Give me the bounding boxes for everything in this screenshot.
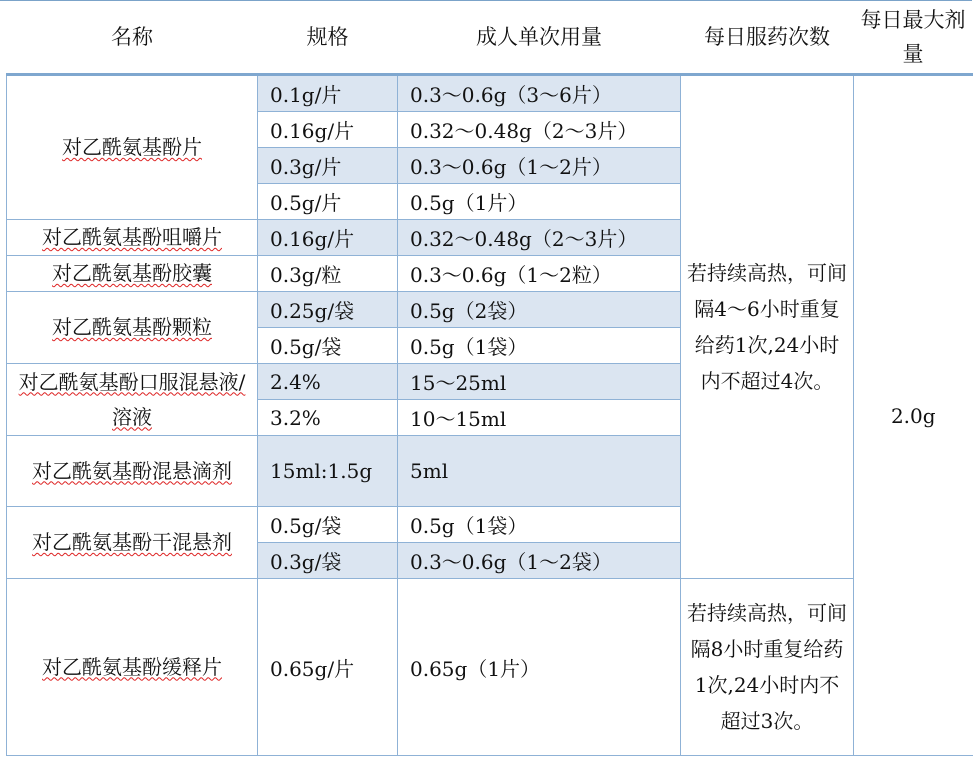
spec-cell: 0.16g/片 (258, 112, 398, 148)
dose-cell: 15～25ml (398, 364, 681, 400)
spec-cell: 0.5g/袋 (258, 507, 398, 543)
dose-cell: 0.32～0.48g（2～3片） (398, 220, 681, 256)
dose-cell: 0.5g（1袋） (398, 507, 681, 543)
table-row (7, 579, 973, 756)
spec-cell: 0.3g/粒 (258, 256, 398, 292)
product-name-capsule: 对乙酰氨基酚胶囊 (7, 256, 258, 292)
header-max: 每日最大剂量 (854, 0, 973, 75)
header-name: 名称 (7, 0, 258, 75)
dose-cell: 0.65g（1片） (398, 579, 681, 756)
header-dose: 成人单次用量 (398, 0, 681, 75)
spec-cell: 2.4% (258, 364, 398, 400)
spec-cell: 0.5g/片 (258, 184, 398, 220)
product-name-granule: 对乙酰氨基酚颗粒 (7, 292, 258, 364)
product-name-dry-suspension: 对乙酰氨基酚干混悬剂 (7, 507, 258, 579)
product-name-chewable: 对乙酰氨基酚咀嚼片 (7, 220, 258, 256)
dose-cell: 0.32～0.48g（2～3片） (398, 112, 681, 148)
spec-cell: 0.25g/袋 (258, 292, 398, 328)
dosage-table (6, 0, 973, 756)
dose-cell: 10～15ml (398, 400, 681, 436)
product-name-sr-tablet: 对乙酰氨基酚缓释片 (7, 579, 258, 756)
dose-cell: 5ml (398, 436, 681, 507)
product-name-tablet: 对乙酰氨基酚片 (7, 75, 258, 220)
spec-cell: 0.5g/袋 (258, 328, 398, 364)
frequency-cell-regular: 若持续高热，可间隔4～6小时重复给药1次,24小时内不超过4次。 (681, 75, 854, 579)
dose-cell: 0.5g（1袋） (398, 328, 681, 364)
dose-cell: 0.5g（2袋） (398, 292, 681, 328)
product-name-drops: 对乙酰氨基酚混悬滴剂 (7, 436, 258, 507)
spec-cell: 0.65g/片 (258, 579, 398, 756)
header-freq: 每日服药次数 (681, 0, 854, 75)
frequency-cell-sr: 若持续高热，可间隔8小时重复给药1次,24小时内不超过3次。 (681, 579, 854, 756)
spec-cell: 0.3g/片 (258, 148, 398, 184)
dose-cell: 0.3～0.6g（1～2片） (398, 148, 681, 184)
dose-cell: 0.5g（1片） (398, 184, 681, 220)
spec-cell: 0.16g/片 (258, 220, 398, 256)
header-spec: 规格 (258, 0, 398, 75)
dose-cell: 0.3～0.6g（1～2袋） (398, 543, 681, 579)
spec-cell: 3.2% (258, 400, 398, 436)
dose-cell: 0.3～0.6g（3～6片） (398, 75, 681, 112)
product-name-oral-suspension: 对乙酰氨基酚口服混悬液/溶液 (7, 364, 258, 436)
spec-cell: 0.1g/片 (258, 75, 398, 112)
dose-cell: 0.3～0.6g（1～2粒） (398, 256, 681, 292)
table-row (7, 75, 973, 112)
spec-cell: 15ml:1.5g (258, 436, 398, 507)
max-dose-cell: 2.0g (854, 75, 973, 756)
spec-cell: 0.3g/袋 (258, 543, 398, 579)
header-row (7, 0, 973, 75)
